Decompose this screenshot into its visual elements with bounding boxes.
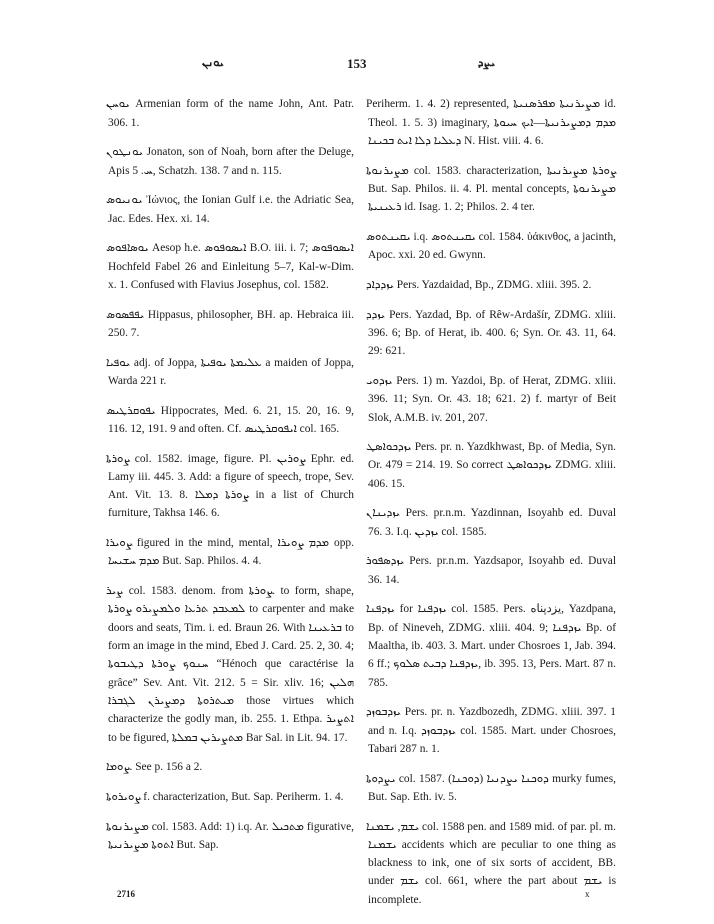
- entry-aesop: ܝܘܣܐܦܘܣ Aesop h.e. ܐܝܣܘܦܘܣ B.O. iii. i. 7; ܐܝܣܘܦܘܣ Hochfeld Fabel 26 and Einleitung 5–7, Kal-w-Dim. x. 1. Confused with Flavius Josephus, col. 1582.: [106, 242, 354, 291]
- entry-yazdoi: ܝܙܕܘܝ Pers. 1) m. Yazdoi, Bp. of Herat, ZDMG. xliii. 396. 11; Syn. Or. 43. 18; 621. 2) f. martyr of Beit Slok, A.M.B. iv. 201, 207.: [366, 374, 616, 424]
- entry-murky-fumes: ܝܨܕܘܬܐ col. 1587. ܕܘܟܢܐ ܝܨܕܢܝܐ (ܕܘܟܢܐ) murky fumes, But. Sap. Eth. iv. 5.: [366, 772, 616, 803]
- entry-yazdsapor: ܝܙܕܣܦܘܪ Pers. pr.n.m. Yazdsapor, Isoyahb ed. Duval 36. 14.: [366, 555, 616, 586]
- entry-accidents: ܝܫܡ, ܝܫܡܢܐ col. 1588 pen. and 1589 mid. of par. pl. m. ܝܫܡܢܐ accidents which are peculiar to one thing as blackness to ink, one of six sorts of accident, BB. under ܝܫܡ col. 661, where the part about ܝܫܡ is incomplete.: [366, 820, 616, 906]
- sheet-mark: x: [585, 889, 590, 899]
- entry-image-figure: ܨܘܪܬܐ col. 1582. image, figure. Pl. ܨܘܪܝܢ Ephr. ed. Lamy iii. 445. 3. Add: a figure of speech, trope, Sev. Ant. Vit. 13. 8. ܨܘܪܬܐ ܕܡܠܐ in a list of Church furniture, Takhsa 146. 6.: [106, 452, 355, 520]
- entry-yazdad: ܝܙܕܕ Pers. Yazdad, Bp. of Rêw-Ardašír, ZDMG. xliii. 396. 6; Bp. of Herat, ib. 400. 6; Syn. Or. 43. 11, 64. 29: 621.: [366, 308, 616, 358]
- entry-yazdbozedh: ܝܙܕܒܘܙܕ Pers. pr. n. Yazdbozedh, ZDMG. xliii. 397. 1 and n. I.q. ܝܙܕܒܘܙܕ col. 1585. Mart. under Chosroes, Tabari 287 n. 1.: [366, 706, 616, 755]
- entry-characterization-2: ܡܨܝܪܢܘܬܐ col. 1583. characterization, ܨܘܪܬܐ ܡܨܝܪܢܝܬܐ But. Sap. Philos. ii. 4. Pl. mental concepts, ܡܨܝܪܢܘܬܐ ܪܥܝܢܝܬܐ id. Isag. 1. 2; Philos. 2. 4 ter.: [366, 164, 617, 214]
- entry-hippasus: ܝܦܦܣܘܣ Hippasus, philosopher, BH. ap. Hebraica iii. 250. 7.: [106, 308, 354, 339]
- page-number: 153: [347, 56, 367, 71]
- entry-to-form: ܨܝܪ col. 1583. denom. from ܨܘܪܬܐ. to form, shape, ܠܡܥܒܕ ܬܪܥܐ ܘܠܡܨܝܪܘ ܨܘܪܬܐ to carpenter and make doors and seats, Tim. i. ed. Braun 26. With ܒܪܥܝܢܐ to form an image in the mind, Ebed J. Card. 25. 2, 30. 4; ܚܢܘܟ ܨܘܪܬܐ ܕܛܝܒܘܬܐ “Hénoch que caractérise la grâce” Sev. Ant. Vit. 212. 5 = Sir. xliv. 16; ܗܠܝܢ ܡܝܬܪܘܬܐ ܕܡܨܝܪܢ ܠܓܒܪܐ those virtues which characterize the godly man, ib. 255. 1. Ethpa. ܐܬܨܝܪ to be figured, ܡܬܨܝܪܝܢ ܒܡܠܬܐ Bar Sal. in Lit. 94. 17.: [106, 585, 354, 744]
- entry-periherm-cont: Periherm. 1. 4. 2) represented, ܡܨܝܪܢܝܬܐ ܡܦܪܣܢܝܬܐ id. Theol. 1. 5. 3) imaginary, ܡܕܡ ܕܡܨܝܪܢܝܬܐ—ܐܝܟ ܚܝܘܬܐ ܕܥܠܝܐ ܕܠܐ ܐܝܬ ܒܟܝܢܐ N. Hist. viii. 4. 6.: [366, 98, 616, 147]
- right-column: [368, 84, 616, 914]
- entry-yohan: ܝܘܚܢ Armenian form of the name John, Ant. Patr. 306. 1.: [106, 98, 354, 129]
- entry-see-page: ܨܘܡܐ. See p. 156 a 2.: [106, 761, 203, 774]
- entry-yazdpana: ܝܙܕܦܢܐ for ܝܙܕܦܢܐ col. 1585. Pers. یزدپناه, Yazdpana, Bp. of Nineveh, ZDMG. xliii. 404. 9; ܝܙܕܦܢܐ Bp. of Maaltha, ib. 403. 3. Mart. under Chosroes 1, Jab. 394. 6 ff.; ܝܙܕܦܢܐ ܕܒܝܬ ܣܠܘܟ, ib. 395. 13, Pers. Mart. 87 n. 785.: [366, 603, 617, 689]
- left-column: [108, 84, 354, 859]
- entry-yazdaidad: ܝܙܕܕܐܕ Pers. Yazdaidad, Bp., ZDMG. xliii. 395. 2.: [366, 278, 592, 291]
- running-head-left: ܝܘܢܢ: [202, 56, 224, 69]
- entry-figurative: ܡܨܝܪܢܘܬܐ col. 1583. Add: 1) i.q. Ar. ܡܬܟܝܠ figurative, ܐܬܘܬܐ ܡܨܝܪܢܝܬܐ But. Sap.: [106, 820, 354, 851]
- entry-yazdkhwast: ܝܙܕܟܘܐܣܛ Pers. pr. n. Yazdkhwast, Bp. of Media, Syn. Or. 479 = 214. 19. So correct ܝܙܕܟܘܐܣܛ ZDMG. xliii. 406. 15.: [366, 441, 616, 490]
- entry-characterization: ܨܘܝܪܘܬܐ f. characterization, But. Sap. Periherm. 1. 4.: [106, 790, 344, 803]
- entry-jonaton: ܝܘܢܛܘܢ Jonaton, son of Noah, born after the Deluge, Apis ܚ. 5, Schatzh. 138. 7 and n. 115.: [106, 146, 354, 177]
- entry-joppa: ܝܘܦܝܐ adj. of Joppa, ܥܠܝܡܬܐ ܝܘܦܝܬܐ a maiden of Joppa, Warda 221 r.: [106, 356, 354, 387]
- signature-mark: 2716: [117, 889, 135, 899]
- entry-hippocrates: ܝܦܘܩܪܛܝܣ Hippocrates, Med. 6. 21, 15. 20, 16. 9, 116. 12, 191. 9 and often. Cf. ܐܝܦܘܩܪܛܝܣ col. 165.: [106, 404, 354, 435]
- entry-yazdinnan: ܝܙܕܝܢܐܢ Pers. pr.n.m. Yazdinnan, Isoyahb ed. Duval 76. 3. I.q. ܝܙܕܝܢ col. 1585.: [366, 507, 616, 538]
- entry-jacinth: ܝܩܝܢܬܘܣ i.q. ܝܩܝܢܬܘܣ col. 1584. ὑάκινθος, a jacinth, Apoc. xxi. 20 ed. Gwynn.: [366, 230, 616, 262]
- entry-ionian-gulf: ܝܘܢܝܘܣ Ἰώνιος, the Ionian Gulf i.e. the Adriatic Sea, Jac. Edes. Hex. xi. 14.: [106, 194, 354, 225]
- entry-figured-mind: ܨܘܝܪܐ figured in the mind, mental, ܡܕܡ ܨܘܝܪܐ opp. ܡܕܡ ܚܫܝܚܐ But. Sap. Philos. 4. 4.: [106, 537, 354, 568]
- running-head-right: ܝܨܕ: [478, 56, 496, 69]
